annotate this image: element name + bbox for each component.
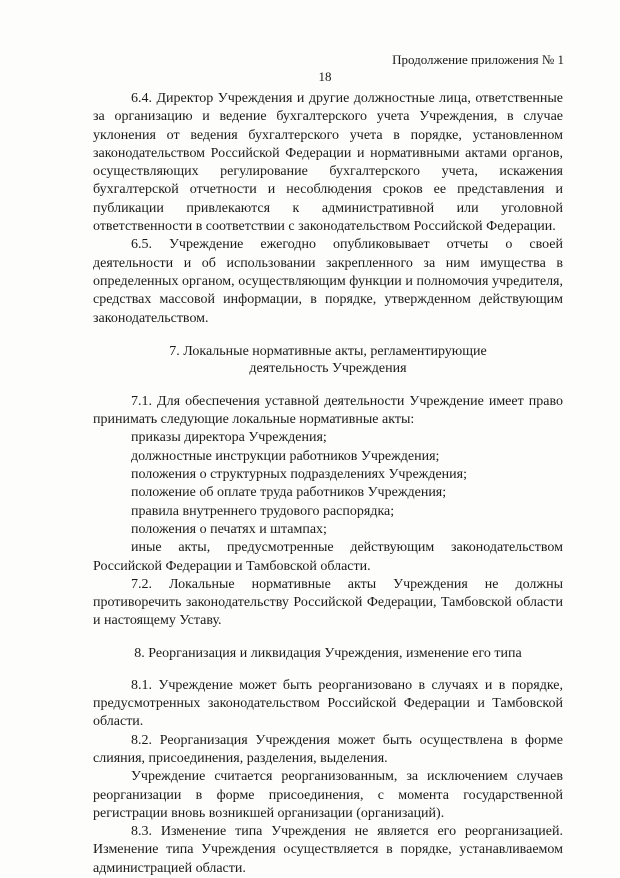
section-7-heading-line1: 7. Локальные нормативные акты, регламентирующие [169,343,487,359]
paragraph-6-5: 6.5. Учреждение ежегодно опубликовывает отчеты о своей деятельности и об использовании закрепленного за ним имущества в определенных органом, осуществляющим функции и полномочия учредителя, средствах массовой информации, в порядке, утвержденном действующим законодательством. [93,237,563,326]
paragraph-7-2: 7.2. Локальные нормативные акты Учреждения не должны противоречить законодательству Российской Федерации, Тамбовской области и настоящему Уставу. [93,576,563,629]
paragraph-8-3: 8.3. Изменение типа Учреждения не является его реорганизацией. Изменение типа Учреждения осуществляется в порядке, устанавливаемом администрацией области. [93,824,563,876]
list-item: положения о структурных подразделениях Учреждения; [131,467,467,483]
section-8-heading: 8. Реорганизация и ликвидация Учреждения, изменение его типа [134,645,522,661]
document-body [93,90,563,878]
paragraph-8-2: 8.2. Реорганизация Учреждения может быть осуществлена в форме слияния, присоединения, разделения, выделения. [93,732,563,766]
section-7-heading [93,343,563,377]
list-item: иные акты, предусмотренные действующим законодательством Российской Федерации и Тамбовской области. [93,540,563,574]
paragraph-8-2-continued: Учреждение считается реорганизованным, за исключением случаев реорганизации в форме присоединения, с момента государственной регистрации вновь возникшей организации (организаций). [93,769,563,821]
list-item: правила внутреннего трудового распорядка; [131,503,395,519]
list-item: приказы директора Учреждения; [131,430,327,446]
appendix-note: Продолжение приложения № 1 [392,52,564,67]
page-number: 18 [318,69,332,84]
local-acts-list [93,429,563,575]
list-item: положение об оплате труда работников Учреждения; [131,485,447,501]
list-item: положения о печатях и штампах; [131,521,327,537]
section-7-heading-line2: деятельность Учреждения [249,360,407,376]
list-item: должностные инструкции работников Учреждения; [131,448,440,464]
paragraph-6-4: 6.4. Директор Учреждения и другие должностные лица, ответственные за организацию и ведение бухгалтерского учета Учреждения, в случае уклонения от ведения бухгалтерского учета в порядке, установленном законодательством Российской Федерации и нормативными актами органов, осуществляющих регулирование бухгалтерского учета, искажения бухгалтерской отчетности и несоблюдения сроков ее представления и публикации привлекаются к административной или уголовной ответственности в соответствии с законодательством Российской Федерации. [93,91,563,235]
paragraph-7-1: 7.1. Для обеспечения уставной деятельности Учреждение имеет право принимать следующие локальные нормативные акты: [93,393,563,428]
paragraph-8-1: 8.1. Учреждение может быть реорганизовано в случаях и в порядке, предусмотренных законодательством Российской Федерации и Тамбовской области. [93,677,563,730]
